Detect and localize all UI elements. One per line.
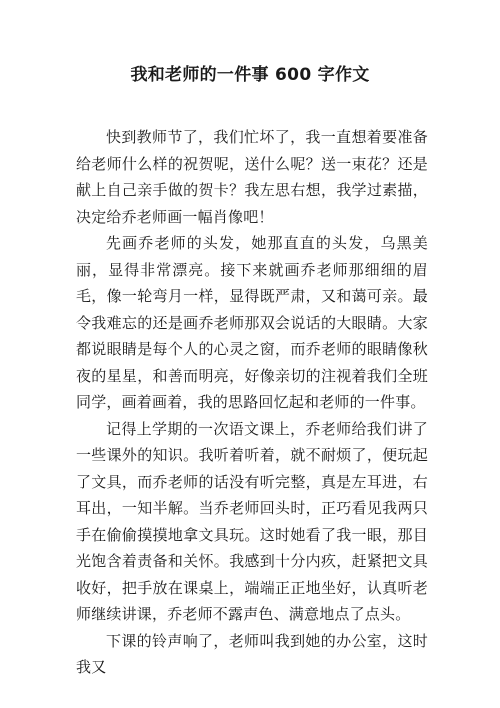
paragraph-3: 记得上学期的一次语文课上，乔老师给我们讲了一些课外的知识。我听着听着，就不耐烦了，便玩起了文具，而乔老师的话没有听完整，真是左耳进，右耳出，一知半解。当乔老师回头时，正巧看见我两只手在偷偷摸摸地拿文具玩。这时她看了我一眼，那目光饱含着责备和关怀。我感到十分内疚，赶紧把文具收好，把手放在课桌上，端端正正地坐好，认真听老师继续讲课，乔老师不露声色、满意地点了点头。 xyxy=(76,419,428,623)
article-title: 我和老师的一件事 600 字作文 xyxy=(130,65,370,85)
paragraph-4: 下课的铃声响了，老师叫我到她的办公室，这时我又 xyxy=(76,631,428,676)
paragraph-1: 快到教师节了，我们忙坏了，我一直想着要准备给老师什么样的祝贺呢，送什么呢？送一束花？还是献上自己亲手做的贺卡？我左思右想，我学过素描，决定给乔老师画一幅肖像吧！ xyxy=(76,128,428,226)
paragraph-2: 先画乔老师的头发，她那直直的头发，乌黑美丽，显得非常漂亮。接下来就画乔老师那细细的眉毛，像一轮弯月一样，显得既严肃，又和蔼可亲。最令我难忘的还是画乔老师那双会说话的大眼睛。大家都说眼睛是每个人的心灵之窗，而乔老师的眼睛像秋夜的星星，和善而明亮，好像亲切的注视着我们全班同学，画着画着，我的思路回忆起和老师的一件事。 xyxy=(76,234,428,411)
article-body xyxy=(76,124,428,681)
